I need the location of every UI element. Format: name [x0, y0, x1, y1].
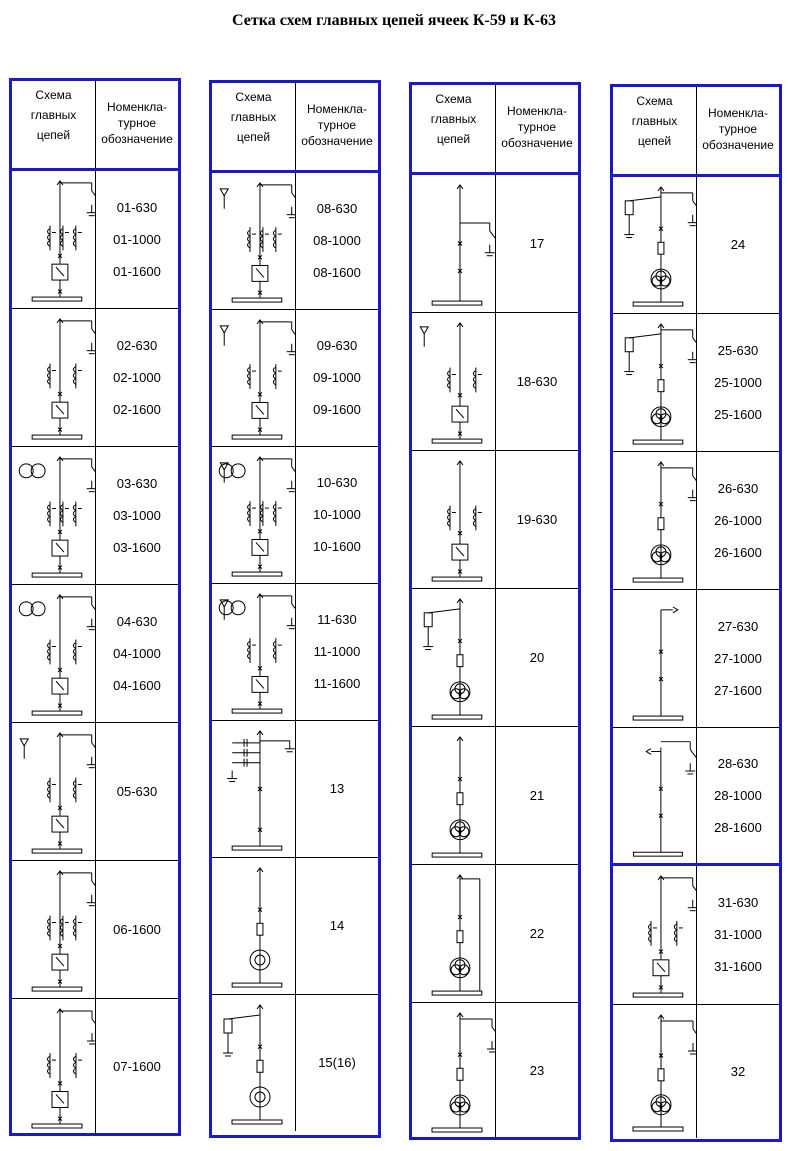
- scheme-diagram: [613, 314, 697, 451]
- nomenclature-codes: [296, 858, 378, 994]
- circuit-diagram-icon: [613, 177, 697, 313]
- circuit-diagram-icon: [613, 452, 697, 589]
- circuit-diagram-icon: [212, 447, 296, 583]
- nomenclature-header-line: турное: [718, 122, 758, 136]
- scheme-diagram: [613, 866, 697, 1004]
- nomenclature-header-line: Номенкла-: [708, 106, 768, 120]
- circuit-diagram-icon: [412, 175, 496, 312]
- scheme-diagram: [412, 451, 496, 588]
- scheme-diagram: [212, 447, 296, 583]
- scheme-header: [12, 81, 96, 168]
- nomenclature-code: 04-1600: [113, 677, 161, 693]
- circuit-diagram-icon: [613, 314, 697, 451]
- nomenclature-code: 26-630: [717, 480, 759, 496]
- nomenclature-code: 20: [529, 649, 545, 665]
- nomenclature-codes: [96, 999, 178, 1135]
- nomenclature-header-line: турное: [517, 120, 557, 134]
- nomenclature-code: 03-1600: [113, 539, 161, 555]
- page-title: Сетка схем главных цепей ячеек К-59 и К-63: [232, 12, 556, 29]
- scheme-diagram: [12, 447, 96, 584]
- nomenclature-header: [496, 85, 578, 172]
- circuit-diagram-icon: [12, 723, 96, 860]
- circuit-diagram-icon: [412, 313, 496, 450]
- nomenclature-code: 09-1600: [313, 402, 361, 417]
- nomenclature-code: 32: [730, 1063, 746, 1079]
- nomenclature-code: 02-1600: [113, 401, 161, 417]
- nomenclature-codes: [496, 1003, 578, 1139]
- scheme-row: [613, 866, 779, 1005]
- nomenclature-code: 23: [529, 1063, 545, 1078]
- scheme-row: [613, 590, 779, 728]
- scheme-diagram: [212, 858, 296, 994]
- scheme-header-line: цепей: [236, 130, 271, 144]
- scheme-header: [412, 85, 496, 172]
- scheme-header-line: главных: [30, 108, 77, 122]
- nomenclature-code: 31-1600: [714, 959, 762, 974]
- scheme-row: [412, 589, 578, 727]
- nomenclature-code: 13: [329, 781, 345, 796]
- scheme-diagram: [12, 723, 96, 860]
- nomenclature-code: 02-1000: [113, 369, 161, 385]
- circuit-diagram-icon: [12, 447, 96, 584]
- circuit-diagram-icon: [12, 171, 96, 308]
- circuit-diagram-icon: [613, 590, 697, 727]
- circuit-diagram-icon: [12, 861, 96, 998]
- scheme-diagram: [212, 310, 296, 446]
- scheme-table-column: [9, 78, 181, 1136]
- scheme-row: [212, 995, 378, 1131]
- nomenclature-codes: [96, 447, 178, 584]
- nomenclature-code: 19-630: [516, 511, 558, 527]
- scheme-header-line: главных: [430, 112, 477, 126]
- nomenclature-code: 10-1000: [313, 507, 361, 522]
- scheme-row: [212, 173, 378, 310]
- nomenclature-code: 08-630: [316, 201, 358, 216]
- nomenclature-header: [697, 87, 779, 174]
- scheme-row: [212, 858, 378, 995]
- scheme-row: [613, 1005, 779, 1138]
- nomenclature-codes: [96, 171, 178, 308]
- nomenclature-codes: [296, 995, 378, 1131]
- scheme-row: [212, 447, 378, 584]
- circuit-diagram-icon: [613, 728, 697, 863]
- nomenclature-code: 26-1000: [714, 512, 762, 528]
- scheme-header-line: цепей: [36, 128, 71, 142]
- scheme-diagram: [412, 175, 496, 312]
- nomenclature-header-line: Номенкла-: [107, 100, 167, 114]
- nomenclature-code: 28-1600: [714, 819, 762, 835]
- scheme-header: [613, 87, 697, 174]
- nomenclature-codes: [496, 313, 578, 450]
- circuit-diagram-icon: [412, 589, 496, 726]
- nomenclature-codes: [96, 585, 178, 722]
- scheme-header: [212, 83, 296, 170]
- nomenclature-codes: [96, 309, 178, 446]
- circuit-diagram-icon: [212, 721, 296, 857]
- scheme-table-column: [610, 84, 782, 1142]
- scheme-row: [613, 177, 779, 314]
- circuit-diagram-icon: [212, 995, 296, 1131]
- nomenclature-header-line: Номенкла-: [307, 102, 367, 116]
- nomenclature-code: 10-1600: [313, 539, 361, 554]
- scheme-diagram: [12, 309, 96, 446]
- circuit-diagram-icon: [212, 858, 296, 994]
- nomenclature-header-line: турное: [317, 118, 357, 132]
- nomenclature-codes: [496, 451, 578, 588]
- nomenclature-codes: [697, 590, 779, 727]
- nomenclature-code: 07-1600: [113, 1059, 161, 1074]
- nomenclature-code: 17: [529, 235, 545, 251]
- column-header: [613, 87, 779, 177]
- column-header: [412, 85, 578, 175]
- scheme-diagram: [12, 999, 96, 1135]
- scheme-row: [12, 861, 178, 999]
- nomenclature-codes: [96, 861, 178, 998]
- nomenclature-codes: [496, 175, 578, 312]
- scheme-row: [12, 723, 178, 861]
- nomenclature-code: 03-1000: [113, 507, 161, 523]
- scheme-diagram: [212, 721, 296, 857]
- nomenclature-code: 09-1000: [313, 370, 361, 385]
- nomenclature-code: 09-630: [316, 338, 358, 353]
- scheme-row: [12, 585, 178, 723]
- nomenclature-codes: [296, 447, 378, 583]
- nomenclature-code: 03-630: [116, 475, 158, 491]
- scheme-row: [12, 999, 178, 1135]
- scheme-row: [412, 865, 578, 1003]
- nomenclature-codes: [296, 173, 378, 309]
- scheme-row: [412, 175, 578, 313]
- column-header: [12, 81, 178, 171]
- scheme-header-line: Схема: [35, 88, 72, 102]
- nomenclature-code: 25-1000: [714, 374, 762, 390]
- nomenclature-code: 25-1600: [714, 406, 762, 422]
- nomenclature-code: 11-630: [317, 612, 357, 627]
- scheme-row: [412, 313, 578, 451]
- nomenclature-codes: [697, 177, 779, 313]
- nomenclature-code: 08-1600: [313, 265, 361, 280]
- scheme-row: [212, 584, 378, 721]
- circuit-diagram-icon: [613, 1005, 697, 1138]
- scheme-header-line: Схема: [435, 92, 472, 106]
- nomenclature-codes: [296, 310, 378, 446]
- nomenclature-code: 04-1000: [113, 645, 161, 661]
- circuit-diagram-icon: [613, 866, 697, 1004]
- scheme-diagram: [212, 995, 296, 1131]
- nomenclature-code: 04-630: [116, 613, 158, 629]
- nomenclature-header-line: обозначение: [501, 136, 573, 150]
- nomenclature-code: 28-630: [717, 755, 759, 771]
- nomenclature-code: 10-630: [316, 475, 358, 490]
- scheme-diagram: [613, 177, 697, 313]
- nomenclature-codes: [697, 866, 779, 1004]
- nomenclature-codes: [296, 584, 378, 720]
- circuit-diagram-icon: [12, 585, 96, 722]
- nomenclature-header: [96, 81, 178, 168]
- nomenclature-code: 18-630: [516, 373, 558, 389]
- scheme-diagram: [412, 727, 496, 864]
- scheme-diagram: [12, 861, 96, 998]
- circuit-diagram-icon: [212, 584, 296, 720]
- circuit-diagram-icon: [412, 1003, 496, 1139]
- nomenclature-code: 01-1600: [113, 263, 161, 279]
- scheme-header-line: Схема: [636, 94, 673, 108]
- nomenclature-code: 25-630: [717, 342, 759, 358]
- nomenclature-codes: [496, 865, 578, 1002]
- scheme-row: [412, 1003, 578, 1139]
- scheme-diagram: [12, 585, 96, 722]
- nomenclature-codes: [496, 727, 578, 864]
- nomenclature-header-line: Номенкла-: [507, 104, 567, 118]
- scheme-row: [412, 727, 578, 865]
- scheme-header-line: главных: [631, 114, 678, 128]
- scheme-diagram: [12, 171, 96, 308]
- scheme-diagram: [412, 589, 496, 726]
- circuit-diagram-icon: [412, 451, 496, 588]
- scheme-row: [412, 451, 578, 589]
- nomenclature-codes: [496, 589, 578, 726]
- circuit-diagram-icon: [12, 999, 96, 1135]
- circuit-diagram-icon: [412, 865, 496, 1002]
- scheme-row: [613, 314, 779, 452]
- circuit-diagram-icon: [12, 309, 96, 446]
- scheme-header-line: цепей: [637, 134, 672, 148]
- nomenclature-code: 06-1600: [113, 921, 161, 937]
- scheme-table-column: [409, 82, 581, 1140]
- nomenclature-code: 27-630: [717, 618, 759, 634]
- column-header: [212, 83, 378, 173]
- scheme-row: [12, 309, 178, 447]
- nomenclature-header-line: обозначение: [101, 132, 173, 146]
- scheme-row: [613, 728, 779, 866]
- nomenclature-header: [296, 83, 378, 170]
- scheme-diagram: [412, 1003, 496, 1139]
- nomenclature-header-line: обозначение: [301, 134, 373, 148]
- nomenclature-code: 27-1000: [714, 650, 762, 666]
- scheme-diagram: [613, 728, 697, 863]
- nomenclature-code: 22: [529, 925, 545, 941]
- scheme-diagram: [212, 173, 296, 309]
- nomenclature-codes: [697, 452, 779, 589]
- nomenclature-code: 21: [529, 787, 545, 803]
- circuit-diagram-icon: [212, 173, 296, 309]
- circuit-diagram-icon: [212, 310, 296, 446]
- nomenclature-code: 02-630: [116, 337, 158, 353]
- scheme-row: [212, 721, 378, 858]
- scheme-diagram: [613, 452, 697, 589]
- circuit-diagram-icon: [412, 727, 496, 864]
- nomenclature-code: 11-1000: [313, 644, 361, 659]
- nomenclature-header-line: обозначение: [702, 138, 774, 152]
- scheme-diagram: [613, 590, 697, 727]
- scheme-row: [12, 447, 178, 585]
- nomenclature-code: 11-1600: [313, 676, 361, 691]
- nomenclature-codes: [697, 728, 779, 863]
- nomenclature-code: 08-1000: [313, 233, 361, 248]
- scheme-diagram: [212, 584, 296, 720]
- nomenclature-header-line: турное: [117, 116, 157, 130]
- nomenclature-code: 01-1000: [113, 231, 161, 247]
- nomenclature-codes: [697, 1005, 779, 1138]
- nomenclature-code: 14: [329, 918, 345, 933]
- scheme-header-line: цепей: [436, 132, 471, 146]
- scheme-header-line: главных: [230, 110, 277, 124]
- nomenclature-code: 24: [730, 237, 746, 252]
- scheme-diagram: [613, 1005, 697, 1138]
- scheme-row: [212, 310, 378, 447]
- scheme-row: [12, 171, 178, 309]
- nomenclature-codes: [697, 314, 779, 451]
- scheme-row: [613, 452, 779, 590]
- scheme-diagram: [412, 865, 496, 1002]
- scheme-diagram: [412, 313, 496, 450]
- nomenclature-code: 31-630: [717, 895, 759, 910]
- scheme-table-column: [209, 80, 381, 1138]
- nomenclature-codes: [96, 723, 178, 860]
- scheme-header-line: Схема: [235, 90, 272, 104]
- nomenclature-code: 28-1000: [714, 787, 762, 803]
- nomenclature-code: 26-1600: [714, 544, 762, 560]
- nomenclature-code: 31-1000: [714, 927, 762, 942]
- nomenclature-codes: [296, 721, 378, 857]
- nomenclature-code: 27-1600: [714, 682, 762, 698]
- nomenclature-code: 01-630: [116, 199, 158, 215]
- nomenclature-code: 15(16): [318, 1055, 356, 1070]
- nomenclature-code: 05-630: [116, 783, 158, 799]
